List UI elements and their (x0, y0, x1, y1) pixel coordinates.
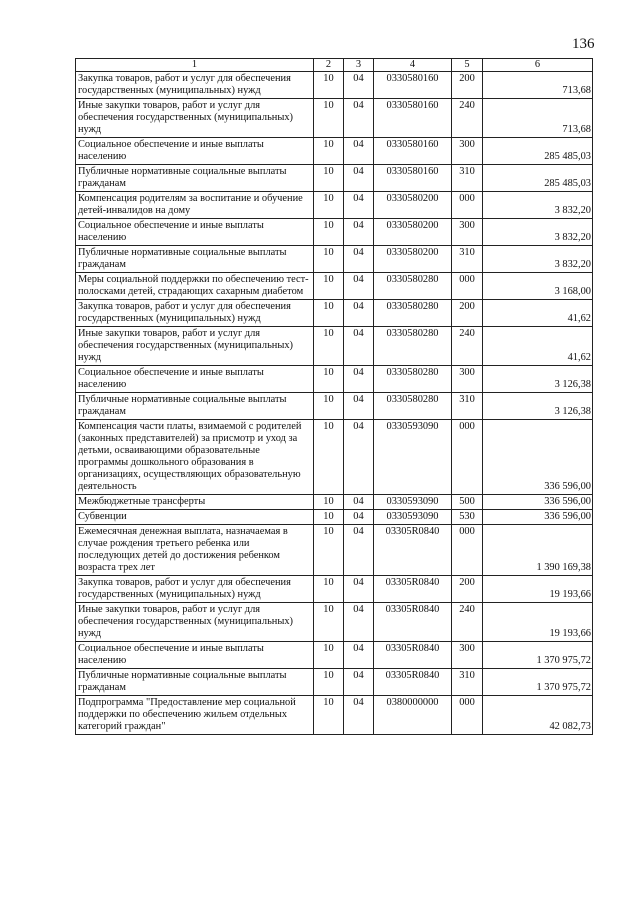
table-body (76, 72, 593, 735)
row-name-cell: Социальное обеспечение и иные выплаты населению (76, 642, 314, 669)
column-header: 5 (452, 59, 483, 72)
table-header-row (76, 59, 593, 72)
row-expense-type-cell: 000 (452, 420, 483, 495)
row-name-cell: Закупка товаров, работ и услуг для обеспечения государственных (муниципальных) нужд (76, 300, 314, 327)
row-name-cell: Публичные нормативные социальные выплаты гражданам (76, 669, 314, 696)
row-name-cell: Компенсация части платы, взимаемой с родителей (законных представителей) за присмотр и уход за детьми, осваивающими образовательные программы дошкольного образования в организациях, осуществляющих образовательную деятельность (76, 420, 314, 495)
table-row (76, 642, 593, 669)
table-row (76, 219, 593, 246)
row-subsection-cell: 04 (344, 603, 374, 642)
table-row (76, 669, 593, 696)
row-subsection-cell: 04 (344, 525, 374, 576)
row-section-cell: 10 (314, 366, 344, 393)
row-name-cell: Социальное обеспечение и иные выплаты населению (76, 219, 314, 246)
row-amount-cell: 42 082,73 (483, 696, 593, 735)
row-expense-type-cell: 300 (452, 642, 483, 669)
row-target-article-cell: 0330593090 (374, 420, 452, 495)
row-target-article-cell: 0330580160 (374, 138, 452, 165)
page-number: 136 (572, 36, 595, 52)
row-name-cell: Социальное обеспечение и иные выплаты населению (76, 138, 314, 165)
row-section-cell: 10 (314, 138, 344, 165)
row-expense-type-cell: 200 (452, 72, 483, 99)
row-expense-type-cell: 310 (452, 669, 483, 696)
row-amount-cell: 713,68 (483, 99, 593, 138)
table-row (76, 72, 593, 99)
table-row (76, 138, 593, 165)
row-expense-type-cell: 310 (452, 165, 483, 192)
row-subsection-cell: 04 (344, 219, 374, 246)
table-row (76, 99, 593, 138)
row-section-cell: 10 (314, 192, 344, 219)
row-subsection-cell: 04 (344, 510, 374, 525)
row-subsection-cell: 04 (344, 99, 374, 138)
table-row (76, 510, 593, 525)
row-expense-type-cell: 530 (452, 510, 483, 525)
row-section-cell: 10 (314, 165, 344, 192)
row-amount-cell: 3 168,00 (483, 273, 593, 300)
row-target-article-cell: 0330580280 (374, 273, 452, 300)
row-section-cell: 10 (314, 642, 344, 669)
table-row (76, 603, 593, 642)
row-target-article-cell: 03305R0840 (374, 642, 452, 669)
column-header: 2 (314, 59, 344, 72)
row-amount-cell: 41,62 (483, 300, 593, 327)
row-amount-cell: 336 596,00 (483, 420, 593, 495)
row-subsection-cell: 04 (344, 495, 374, 510)
row-target-article-cell: 0330593090 (374, 510, 452, 525)
row-expense-type-cell: 000 (452, 273, 483, 300)
row-amount-cell: 336 596,00 (483, 495, 593, 510)
row-section-cell: 10 (314, 246, 344, 273)
row-amount-cell: 285 485,03 (483, 138, 593, 165)
table-row (76, 246, 593, 273)
column-header: 3 (344, 59, 374, 72)
row-amount-cell: 1 370 975,72 (483, 642, 593, 669)
row-subsection-cell: 04 (344, 393, 374, 420)
row-section-cell: 10 (314, 219, 344, 246)
row-expense-type-cell: 000 (452, 192, 483, 219)
row-expense-type-cell: 000 (452, 525, 483, 576)
row-subsection-cell: 04 (344, 300, 374, 327)
row-amount-cell: 3 832,20 (483, 219, 593, 246)
row-expense-type-cell: 240 (452, 603, 483, 642)
row-section-cell: 10 (314, 393, 344, 420)
row-section-cell: 10 (314, 327, 344, 366)
row-subsection-cell: 04 (344, 696, 374, 735)
row-target-article-cell: 03305R0840 (374, 603, 452, 642)
row-expense-type-cell: 500 (452, 495, 483, 510)
row-name-cell: Подпрограмма "Предоставление мер социальной поддержки по обеспечению жильем отдельных категорий граждан" (76, 696, 314, 735)
row-section-cell: 10 (314, 99, 344, 138)
row-amount-cell: 41,62 (483, 327, 593, 366)
row-name-cell: Закупка товаров, работ и услуг для обеспечения государственных (муниципальных) нужд (76, 72, 314, 99)
table-row (76, 393, 593, 420)
table-row (76, 165, 593, 192)
row-subsection-cell: 04 (344, 246, 374, 273)
row-subsection-cell: 04 (344, 327, 374, 366)
row-name-cell: Иные закупки товаров, работ и услуг для обеспечения государственных (муниципальных) нужд (76, 327, 314, 366)
row-expense-type-cell: 300 (452, 138, 483, 165)
row-subsection-cell: 04 (344, 165, 374, 192)
row-target-article-cell: 0330580160 (374, 165, 452, 192)
row-name-cell: Публичные нормативные социальные выплаты гражданам (76, 165, 314, 192)
row-subsection-cell: 04 (344, 642, 374, 669)
row-section-cell: 10 (314, 495, 344, 510)
row-section-cell: 10 (314, 510, 344, 525)
row-amount-cell: 3 126,38 (483, 366, 593, 393)
row-section-cell: 10 (314, 273, 344, 300)
row-target-article-cell: 03305R0840 (374, 576, 452, 603)
row-expense-type-cell: 300 (452, 219, 483, 246)
budget-table (75, 58, 593, 735)
row-target-article-cell: 0330580160 (374, 99, 452, 138)
row-subsection-cell: 04 (344, 138, 374, 165)
row-expense-type-cell: 240 (452, 99, 483, 138)
row-name-cell: Публичные нормативные социальные выплаты гражданам (76, 393, 314, 420)
column-header: 4 (374, 59, 452, 72)
row-amount-cell: 19 193,66 (483, 603, 593, 642)
row-amount-cell: 3 126,38 (483, 393, 593, 420)
table-row (76, 300, 593, 327)
row-subsection-cell: 04 (344, 72, 374, 99)
table-row (76, 273, 593, 300)
row-subsection-cell: 04 (344, 366, 374, 393)
row-name-cell: Публичные нормативные социальные выплаты гражданам (76, 246, 314, 273)
row-amount-cell: 3 832,20 (483, 192, 593, 219)
row-section-cell: 10 (314, 420, 344, 495)
row-section-cell: 10 (314, 669, 344, 696)
row-expense-type-cell: 310 (452, 246, 483, 273)
row-target-article-cell: 03305R0840 (374, 669, 452, 696)
table-row (76, 327, 593, 366)
row-subsection-cell: 04 (344, 576, 374, 603)
row-name-cell: Ежемесячная денежная выплата, назначаемая в случае рождения третьего ребенка или последующих детей до достижения ребенком возраста трех лет (76, 525, 314, 576)
row-expense-type-cell: 000 (452, 696, 483, 735)
row-subsection-cell: 04 (344, 669, 374, 696)
row-name-cell: Межбюджетные трансферты (76, 495, 314, 510)
column-header: 6 (483, 59, 593, 72)
row-section-cell: 10 (314, 525, 344, 576)
row-expense-type-cell: 300 (452, 366, 483, 393)
row-amount-cell: 1 370 975,72 (483, 669, 593, 696)
row-name-cell: Иные закупки товаров, работ и услуг для обеспечения государственных (муниципальных) нужд (76, 603, 314, 642)
row-target-article-cell: 0380000000 (374, 696, 452, 735)
row-subsection-cell: 04 (344, 420, 374, 495)
row-target-article-cell: 03305R0840 (374, 525, 452, 576)
row-section-cell: 10 (314, 72, 344, 99)
column-header: 1 (76, 59, 314, 72)
row-name-cell: Иные закупки товаров, работ и услуг для обеспечения государственных (муниципальных) нужд (76, 99, 314, 138)
row-expense-type-cell: 200 (452, 300, 483, 327)
row-subsection-cell: 04 (344, 192, 374, 219)
row-target-article-cell: 0330580280 (374, 300, 452, 327)
row-target-article-cell: 0330580280 (374, 327, 452, 366)
row-section-cell: 10 (314, 696, 344, 735)
row-target-article-cell: 0330580200 (374, 219, 452, 246)
row-target-article-cell: 0330580160 (374, 72, 452, 99)
row-amount-cell: 19 193,66 (483, 576, 593, 603)
row-target-article-cell: 0330580200 (374, 192, 452, 219)
row-target-article-cell: 0330580200 (374, 246, 452, 273)
row-amount-cell: 713,68 (483, 72, 593, 99)
row-expense-type-cell: 200 (452, 576, 483, 603)
row-target-article-cell: 0330580280 (374, 393, 452, 420)
row-section-cell: 10 (314, 576, 344, 603)
row-name-cell: Меры социальной поддержки по обеспечению тест-полосками детей, страдающих сахарным диабетом (76, 273, 314, 300)
row-target-article-cell: 0330580280 (374, 366, 452, 393)
table-row (76, 495, 593, 510)
table-row (76, 366, 593, 393)
row-amount-cell: 336 596,00 (483, 510, 593, 525)
table-row (76, 576, 593, 603)
table-row (76, 192, 593, 219)
row-name-cell: Компенсация родителям за воспитание и обучение детей-инвалидов на дому (76, 192, 314, 219)
table-row (76, 420, 593, 495)
table-row (76, 525, 593, 576)
row-section-cell: 10 (314, 603, 344, 642)
row-amount-cell: 3 832,20 (483, 246, 593, 273)
row-expense-type-cell: 310 (452, 393, 483, 420)
row-subsection-cell: 04 (344, 273, 374, 300)
row-expense-type-cell: 240 (452, 327, 483, 366)
row-amount-cell: 285 485,03 (483, 165, 593, 192)
row-name-cell: Субвенции (76, 510, 314, 525)
table-row (76, 696, 593, 735)
row-name-cell: Закупка товаров, работ и услуг для обеспечения государственных (муниципальных) нужд (76, 576, 314, 603)
row-section-cell: 10 (314, 300, 344, 327)
row-target-article-cell: 0330593090 (374, 495, 452, 510)
row-name-cell: Социальное обеспечение и иные выплаты населению (76, 366, 314, 393)
row-amount-cell: 1 390 169,38 (483, 525, 593, 576)
